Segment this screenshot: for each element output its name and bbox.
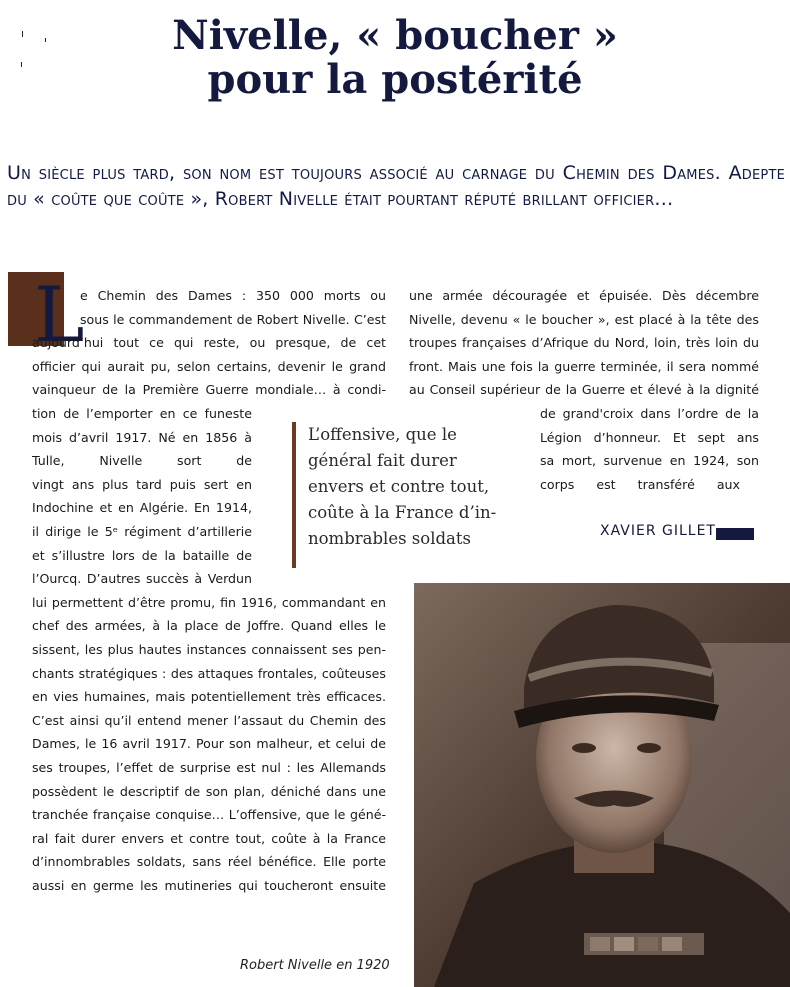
article-line: Dames, le 16 avril 1917. Pour son malheur, et celui de — [32, 736, 386, 752]
article-line: il dirige le 5ᵉ régiment d’artillerie — [32, 524, 252, 539]
article-line: sous le commandement de Robert Nivelle. C’est — [80, 311, 386, 327]
title-line-1: Nivelle, « boucher » — [172, 12, 618, 59]
pull-quote-line: L’offensive, que le — [308, 425, 457, 444]
photo-caption: Robert Nivelle en 1920 — [240, 958, 390, 973]
pull-quote — [292, 422, 514, 568]
pull-quote-line: envers et contre tout, — [308, 477, 490, 496]
portrait-illustration — [414, 583, 790, 987]
portrait-photo — [414, 583, 790, 987]
pull-quote-line: nombrables soldats — [308, 529, 471, 548]
article-line: front. Mais une fois la guerre terminée, il sera nommé — [409, 358, 759, 374]
article-line: chef des armées, à la place de Joffre. Quand elles le — [32, 618, 386, 634]
article-line: vingt ans plus tard puis sert en — [32, 476, 252, 492]
article-line: tranchée française conquise… L’offensive, que le géné- — [32, 807, 386, 823]
article-line: aujourd’hui tout ce qui reste, ou presque, de cet — [32, 335, 386, 351]
article-line: ses troupes, l’effet de surprise est nul : les Allemands — [32, 760, 386, 775]
article-line: corps est transféré aux — [540, 476, 740, 492]
article-line: Nivelle, devenu « le boucher », est placé à la tête des — [409, 311, 759, 327]
article-line: et s’illustre lors de la bataille de — [32, 547, 252, 563]
article-line: sissent, les plus hautes instances connaissent ses pen- — [32, 642, 386, 657]
article-line: sa mort, survenue en 1924, son — [540, 453, 759, 469]
article-line: Indochine et en Algérie. En 1914, — [32, 500, 252, 516]
article-title — [0, 14, 790, 102]
article-line: vainqueur de la Première Guerre mondiale… à condi- — [32, 382, 386, 398]
article-line: l’Ourcq. D’autres succès à Verdun — [32, 571, 252, 587]
article-line: possèdent le descriptif de son plan, déniché dans une — [32, 783, 386, 799]
article-line: C’est ainsi qu’il entend mener l’assaut du Chemin des — [32, 712, 386, 728]
article-line: e Chemin des Dames : 350 000 morts ou — [80, 288, 386, 303]
title-line-2: pour la postérité — [207, 56, 583, 103]
article-line: aussi en germe les mutineries qui toucheront ensuite — [32, 878, 386, 893]
article-line: une armée découragée et épuisée. Dès décembre — [409, 288, 759, 303]
article-line: de grand'croix dans l’ordre de la — [540, 406, 759, 421]
article-line: chants stratégiques : des attaques frontales, coûteuses — [32, 665, 386, 681]
author-name: XAVIER GILLET — [600, 523, 716, 539]
article-line: Légion d’honneur. Et sept ans — [540, 429, 759, 445]
article-line: Tulle, Nivelle sort de — [32, 453, 252, 469]
article-line: troupes françaises d’Afrique du Nord, loin, très loin du — [409, 335, 759, 351]
pull-quote-line: général fait durer — [308, 451, 457, 470]
article-line: d’innombrables soldats, sans réel bénéfice. Elle porte — [32, 854, 386, 870]
article-line: tion de l’emporter en ce funeste — [32, 406, 252, 421]
article-line: mois d’avril 1917. Né en 1856 à — [32, 429, 252, 445]
article-line: officier qui aurait pu, selon certains, devenir le grand — [32, 358, 386, 374]
article-line: lui permettent d’être promu, fin 1916, commandant en — [32, 594, 386, 610]
lead-paragraph: Un siècle plus tard, son nom est toujours associé au carnage du Chemin des Dames. Adepte du « coûte que coûte », Robert Nivelle était pourtant réputé brillant officier… — [7, 162, 785, 210]
article-line: au Conseil supérieur de la Guerre et élevé à la dignité — [409, 382, 759, 398]
article-line: ral fait durer envers et contre tout, coûte à la France — [32, 830, 386, 846]
dropcap-letter: L — [34, 270, 85, 359]
author-bar — [716, 528, 754, 540]
pull-quote-line: coûte à la France d’in- — [308, 503, 497, 522]
article-line: en vies humaines, mais potentiellement très efficaces. — [32, 689, 386, 705]
